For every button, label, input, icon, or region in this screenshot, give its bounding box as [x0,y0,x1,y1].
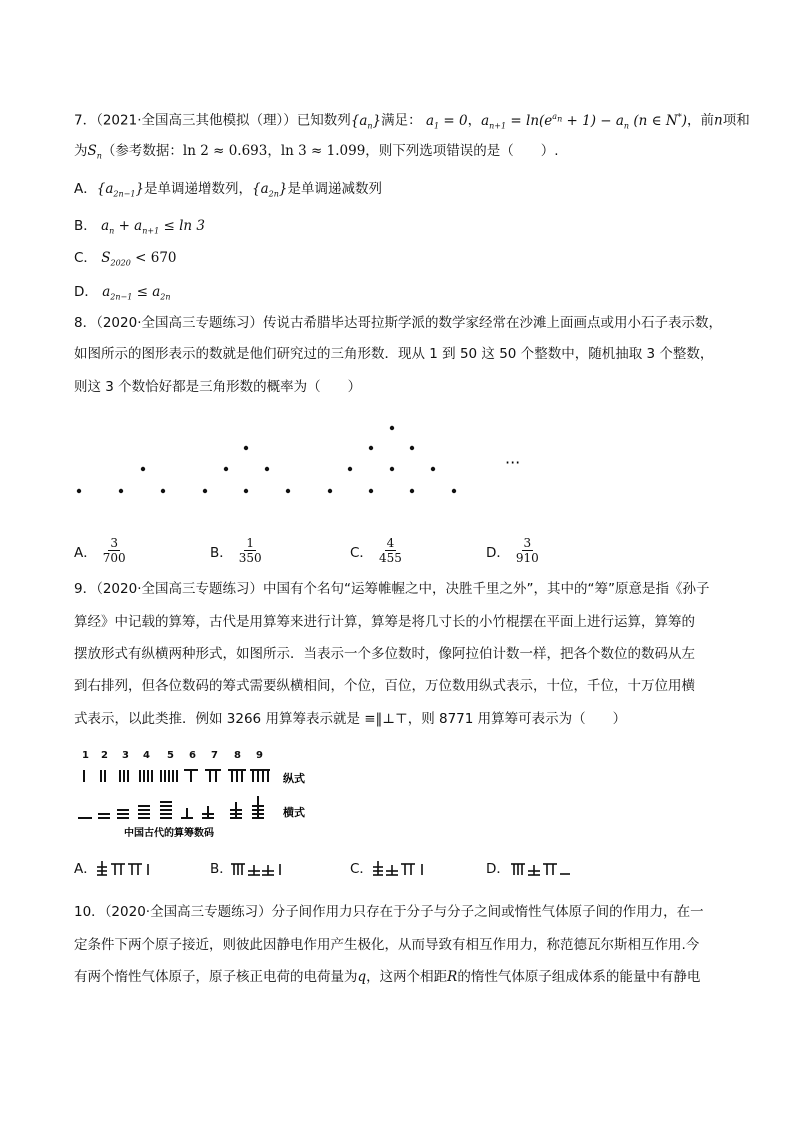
dot [244,489,248,493]
dot [328,489,332,493]
q9-option-d: D． [486,861,510,877]
rod-digit-4: 4 [143,750,150,761]
q7-option-a: A．$\{a_{2n-1}\}$是单调递增数列，$\{a_{2n}\}$是单调递减数列 [74,181,383,199]
q9-line-2: 算经》中记载的算筹，古代是用算筹来进行计算，算筹是将几寸长的小竹棍摆在平面上进行运算，算筹的 [74,614,695,630]
dot [161,489,165,493]
rod-digit-6: 6 [189,750,196,761]
q8-option-d: D． $\frac{3}{910}$ [486,536,539,565]
q9-option-b-rods [230,858,290,880]
dot [452,489,456,493]
q8-line-1: 8．（2020·全国高三专题练习）传说古希腊毕达哥拉斯学派的数学家经常在沙滩上面画点或用小石子表示数， [74,315,722,331]
vertical-label: 纵式 [283,772,305,785]
rod-digit-7: 7 [211,750,218,761]
q7-sn: $S_n$ [87,143,102,161]
q9-option-d-rods [510,858,580,880]
dot [390,467,394,471]
dot [119,489,123,493]
q7-line-1: 7．（2021·全国高三其他模拟（理））已知数列$\{a_n\}$满足： $a_1 = 0$，$a_{n+1} = \ln(e^{a_n} + 1) - a_n$ (n ∈ N*)，前n项和 [74,112,750,131]
charge-q: q [357,969,367,985]
rod-digit-8: 8 [234,750,241,761]
rod-3266: ≡‖⊥⊤ [364,711,408,727]
q10-line-1: 10．（2020·全国高三专题练习）分子间作用力只存在于分子与分子之间或惰性气体原子间的作用力，在一 [74,904,704,920]
rod-digit-5: 5 [167,750,174,761]
rod-digit-9: 9 [256,750,263,761]
dot [244,446,248,450]
q10-line-2: 定条件下两个原子接近，则彼此因静电作用产生极化，从而导致有相互作用力，称范德瓦尔斯相互作用.今 [74,937,700,953]
dot [390,426,394,430]
q9-option-b: B． [210,861,233,877]
dot [410,446,414,450]
q7-option-d: D． $a_{2n-1} \le a_{2n}$ [74,284,171,302]
q7-option-b: B． $a_n + a_{n+1} \le \ln 3$ [74,218,205,236]
q8-line-3: 则这 3 个数恰好都是三角形数的概率为（ ） [74,379,362,395]
counting-rods-figure [0,748,794,843]
q10-line-3: 有两个惰性气体原子，原子核正电荷的电荷量为q，这两个相距R的惰性气体原子组成体系的能量中有静电 [74,969,701,985]
rods-caption: 中国古代的算筹数码 [124,828,214,839]
rod-digit-2: 2 [101,750,108,761]
q7-source: （2021·全国高三其他模拟（理）） [96,112,297,129]
dot [224,467,228,471]
q9-option-a-rods [96,858,156,880]
q7-option-c: C． $S_{2020} < 670$ [74,250,177,268]
q8-option-b: B． $\frac{1}{350}$ [210,536,262,565]
q7-number: 7． [74,112,97,129]
q7-stem-c: ，前 [687,112,715,129]
dot [286,489,290,493]
dot [369,489,373,493]
dot [431,467,435,471]
rod-digit-3: 3 [122,750,129,761]
q7-ref-ln2: ln 2 ≈ 0.693 [182,143,268,159]
q8-option-a: A． $\frac{3}{700}$ [74,536,126,565]
dot [369,446,373,450]
triangular-numbers-figure [0,410,794,510]
q9-option-c-rods [372,858,442,880]
q7-ref-ln3: ln 3 ≈ 1.099 [280,143,366,159]
q7-seq: $\{a_n\}$ [350,112,382,131]
q8-line-2: 如图所示的图形表示的数就是他们研究过的三角形数．现从 1 到 50 这 50 个整数中，随机抽取 3 个整数， [74,346,714,362]
horizontal-label: 横式 [283,806,305,819]
q9-line-4: 到右排列，但各位数码的筹式需要纵横相间，个位，百位，万位数用纵式表示，十位，千位，十万位用横 [74,678,695,694]
q7-line-2: 为$S_n$（参考数据：ln 2 ≈ 0.693，ln 3 ≈ 1.099，则下列选项错误的是（ ）. [74,143,559,161]
q8-option-c: C． $\frac{4}{455}$ [350,536,402,565]
rod-digit-1: 1 [82,750,89,761]
figure-ellipsis: ··· [505,453,521,472]
q9-line-5: 式表示，以此类推．例如 3266 用算筹表示就是 ≡‖⊥⊤，则 8771 用算筹可表示为（ ） [74,711,627,727]
q9-option-c: C． [350,861,373,877]
dot [410,489,414,493]
dot [141,467,145,471]
q9-line-1: 9．（2020·全国高三专题练习）中国有个名句“运筹帷幄之中，决胜千里之外”，其中的“筹”原意是指《孙子 [74,581,710,597]
dot [203,489,207,493]
q7-a1: $a_1 = 0$ [425,112,468,131]
dot [348,467,352,471]
q9-line-3: 摆放形式有纵横两种形式，如图所示．当表示一个多位数时，像阿拉伯计数一样，把各个数位的数码从左 [74,646,695,662]
dot [77,489,81,493]
q9-option-a: A． [74,861,97,877]
dot [265,467,269,471]
q7-recurrence: $a_{n+1} = \ln(e^{a_n} + 1) - a_n$ (n ∈ N*) [481,112,688,131]
distance-r: R [447,969,458,985]
